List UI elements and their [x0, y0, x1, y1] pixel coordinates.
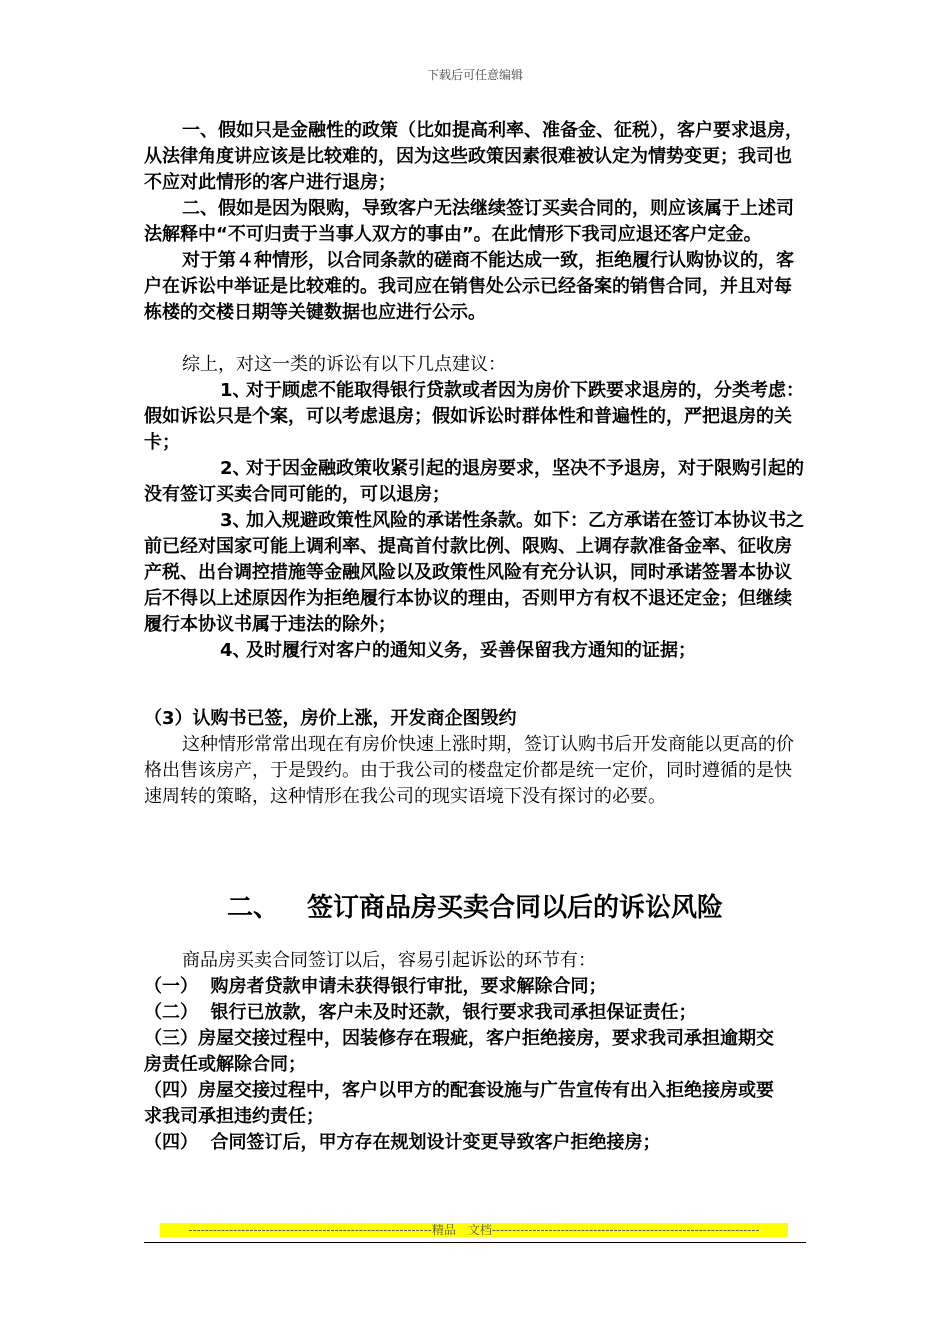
suggestion-text: 对于顾虑不能取得银行贷款或者因为房价下跌要求退房的，分类考虑：假如诉讼只是个案，可以考虑退房；假如诉讼时群体性和普遍性的，严把退房的关卡；: [144, 380, 804, 453]
list-item: [144, 974, 806, 1000]
suggestion-2: [144, 456, 806, 508]
suggestion-1: [144, 378, 806, 456]
footer-banner: ------------------------------------------------------------精品 文档------------------------------------------------------------------: [160, 1223, 788, 1237]
list-item-line: （四）房屋交接过程中，客户以甲方的配套设施与广告宣传有出入拒绝接房或要: [144, 1080, 774, 1101]
summary-intro: 综上，对这一类的诉讼有以下几点建议：: [182, 354, 506, 375]
list-item-text: 合同签订后，甲方存在规划设计变更导致客户拒绝接房；: [210, 1132, 661, 1153]
section-3-body: 这种情形常常出现在有房价快速上涨时期，签订认购书后开发商能以更高的价格出售该房产，于是毁约。由于我公司的楼盘定价都是统一定价，同时遵循的是快速周转的策略，这种情形在我公司的现实语境下没有探讨的必要。: [144, 734, 794, 807]
list-item-line: （三）房屋交接过程中，因装修存在瑕疵，客户拒绝接房，要求我司承担逾期交: [144, 1028, 774, 1049]
document-body: [144, 118, 806, 1156]
section-3-title: （3）认购书已签，房价上涨，开发商企图毁约: [144, 708, 517, 729]
paragraph-2: 二、假如是因为限购，导致客户无法继续签订买卖合同的，则应该属于上述司法解释中“不可归责于当事人双方的事由”。在此情形下我司应退还客户定金。: [144, 198, 794, 245]
list-item: [144, 1000, 806, 1026]
suggestion-number: 3、: [220, 510, 251, 531]
list-item-line: 求我司承担违约责任；: [144, 1106, 324, 1127]
suggestion-text: 及时履行对客户的通知义务，妥善保留我方通知的证据；: [246, 640, 696, 661]
spacer: [144, 810, 806, 888]
list-intro: 商品房买卖合同签订以后，容易引起诉讼的环节有：: [182, 950, 596, 971]
heading-number: 二、: [226, 893, 279, 923]
list-item-number: （四）: [144, 1132, 198, 1153]
suggestion-text: 对于因金融政策收紧引起的退房要求，坚决不予退房，对于限购引起的没有签订买卖合同可能的，可以退房；: [144, 458, 804, 505]
paragraph-3: 对于第４种情形，以合同条款的磋商不能达成一致，拒绝履行认购协议的，客户在诉讼中举证是比较难的。我司应在销售处公示已经备案的销售合同，并且对每栋楼的交楼日期等关键数据也应进行公示。: [144, 250, 794, 323]
list-item-text: 购房者贷款申请未获得银行审批，要求解除合同；: [210, 976, 607, 997]
heading-title: 签订商品房买卖合同以后的诉讼风险: [307, 893, 724, 923]
list-item-number: （一）: [144, 976, 198, 997]
suggestion-number: 2、: [220, 458, 251, 479]
suggestion-text: 加入规避政策性风险的承诺性条款。如下：乙方承诺在签订本协议书之前已经对国家可能上调利率、提高首付款比例、限购、上调存款准备金率、征收房产税、出台调控措施等金融风险以及政策性风险有充分认识，同时承诺签署本协议后不得以上述原因作为拒绝履行本协议的理由，否则甲方有权不退还定金；但继续履行本协议书属于违法的除外；: [144, 510, 804, 635]
spacer: [144, 928, 806, 948]
list-item-number: （二）: [144, 1002, 198, 1023]
suggestion-number: 1、: [220, 380, 251, 401]
paragraph-1: 一、假如只是金融性的政策（比如提高利率、准备金、征税），客户要求退房，从法律角度讲应该是比较难的，因为这些政策因素很难被认定为情势变更；我司也不应对此情形的客户进行退房；: [144, 120, 803, 193]
list-item: [144, 1130, 806, 1156]
footer-divider: [144, 1242, 806, 1243]
suggestion-4: [144, 638, 806, 664]
section-heading: [144, 888, 806, 928]
page-header: 下载后可任意编辑: [426, 68, 523, 82]
list-item-line: 房责任或解除合同；: [144, 1054, 306, 1075]
spacer: [144, 326, 806, 352]
spacer: [144, 664, 806, 706]
list-item-text: 银行已放款，客户未及时还款，银行要求我司承担保证责任；: [210, 1002, 697, 1023]
suggestion-number: 4、: [220, 640, 251, 661]
suggestion-3: [144, 508, 806, 638]
